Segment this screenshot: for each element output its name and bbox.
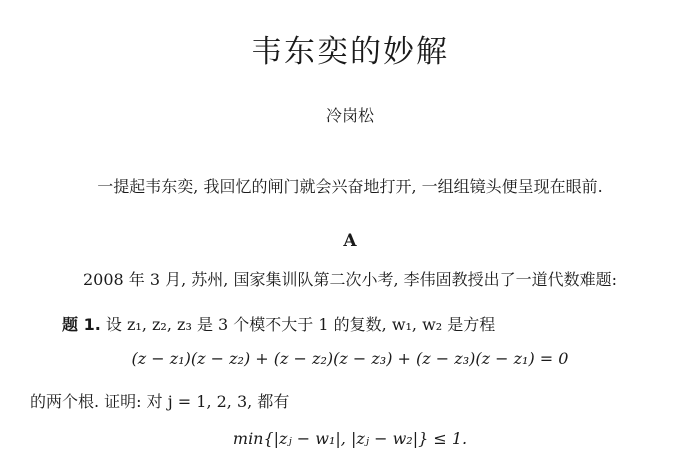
body-paragraph: 2008 年 3 月, 苏州, 国家集训队第二次小考, 李伟固教授出了一道代数难题: [82,270,618,289]
problem-text: 设 z₁, z₂, z₃ 是 3 个模不大于 1 的复数, w₁, w₂ 是方程 [105,315,496,334]
equation-2: min{|zⱼ − w₁|, |zⱼ − w₂|} ≤ 1. [232,429,468,448]
section-heading: A [343,231,357,251]
equation-1: (z − z₁)(z − z₂) + (z − z₂)(z − z₃) + (z − z₃)(z − z₁) = 0 [131,349,569,368]
problem-label: 题 1. [62,315,101,334]
problem-statement [62,312,682,335]
intro-paragraph: 一提起韦东奕, 我回忆的闸门就会兴奋地打开, 一组组镜头便呈现在眼前. [97,177,603,196]
problem-continuation: 的两个根. 证明: 对 j = 1, 2, 3, 都有 [30,392,290,411]
author-name: 冷岗松 [325,106,374,125]
paper-title: 韦东奕的妙解 [251,34,449,70]
